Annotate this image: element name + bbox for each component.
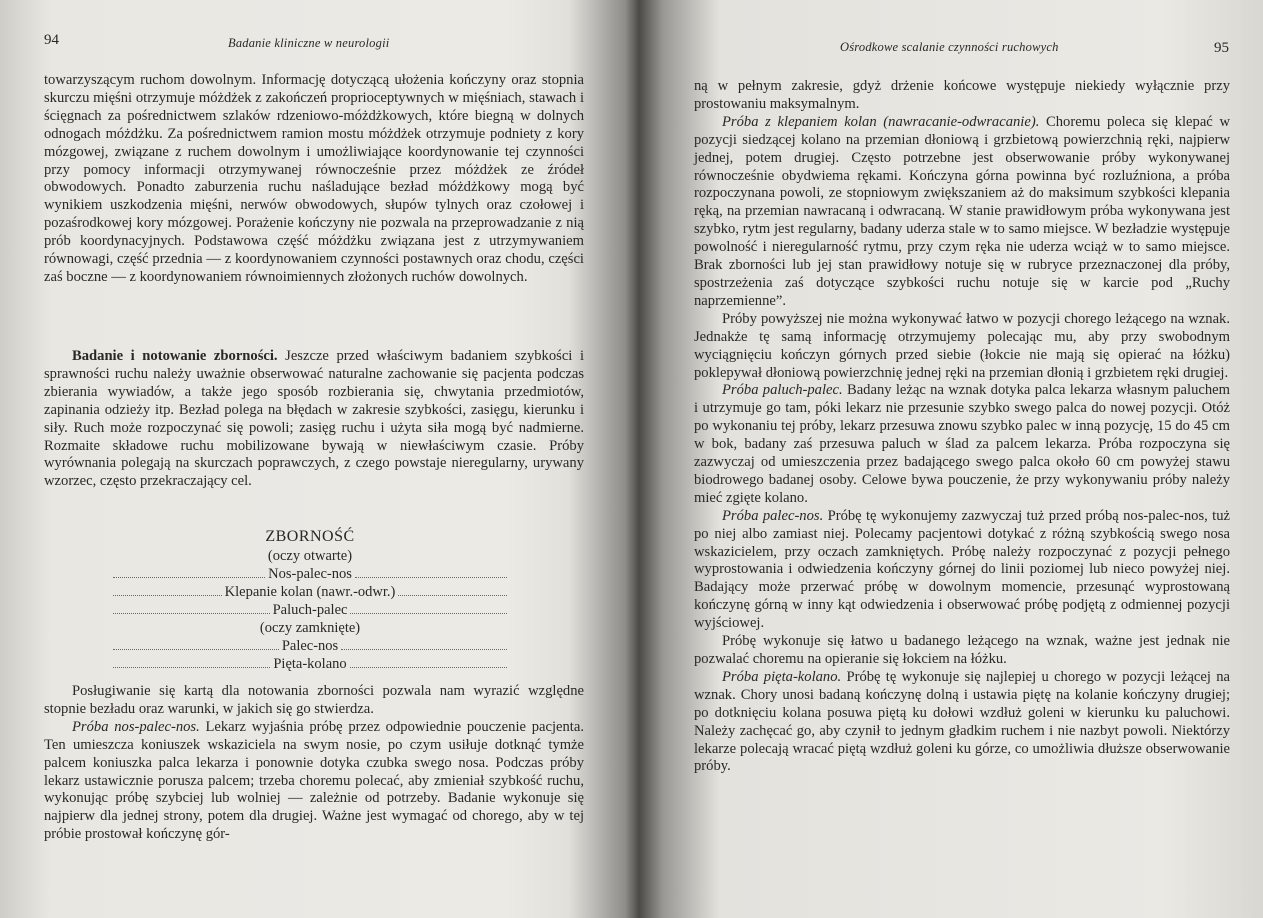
right-para3-text: Próby powyższej nie można wykonywać łatwo w pozycji chorego leżącego na wznak. Jednakże tę samą informację otrzymujemy polecając mu, aby przy swobodnym wyciągnięciu kończyn górnych przed siebie (łokcie nie mają się opierać na łóżku) poklepywał dłoniową powierzchnię jednej ręki na przemian dłonią i grzbietem ręki drugiej. [694,310,1230,381]
right-para6-text: Próbę wykonuje się łatwo u badanego leżącego na wznak, ważne jest jednak nie pozwalać choremu na opieranie się łokciem na łóżku. [694,633,1230,667]
chart-row [110,655,510,673]
right-para7-heading: Próba pięta-kolano. [722,668,842,685]
chart-row [110,565,510,583]
chart-row-label: Nos-palec-nos [268,565,352,582]
right-running-title: Ośrodkowe scalanie czynności ruchowych [840,40,1059,54]
right-para2-text: Choremu poleca się klepać w pozycji siedzącej kolano na przemian dłoniową i grzbietową powierzchnią ręki, najpierw jednej, potem drugiej. Często potrzebne jest obserwowanie próby wykonywanej równocześnie obydwiema rękami. Kończyna górna powinna być rozluźniona, a próba rozpoczynana powoli, ze stopniowym zwiększaniem aż do maksimum szybkości klepania ręką, na przemian nawracaną i odwracaną. W stanie prawidłowym próba wykonywana jest szybko, rytm jest regularny, badany uderza stale w to samo miejsce. W bezładzie występuje powolność i nieregularność rytmu, przy czym ręka nie uderza wciąż w to samo miejsce. Brak zborności lub jej stan prawidłowy notuje się w rubryce przeznaczonej dla próby, spostrzeżenia zaś dotyczące szybkości ruchu notuje się w karcie pod „Ruchy naprzemienne”. [694,113,1230,309]
chart-row-label: Paluch-palec [272,601,348,618]
right-para4-heading: Próba paluch-palec. [722,382,843,399]
chart-row-label: Pięta-kolano [273,655,347,672]
chart-title: ZBORNOŚĆ [265,528,355,545]
right-para5-text: Próbę tę wykonujemy zazwyczaj tuż przed próbą nos-palec-nos, tuż po niej albo zamiast niej. Polecamy pacjentowi dotykać z różną szybkością swego nosa wskazicielem, przy oczach zamkniętych. Próbę należy rozpoczynać z pozycji pełnego wyprostowania i odwiedzenia kończyny górnej do linii poziomej lub nieco powyżej niej. Badający może przerwać próbę w dowolnym momencie, przesunąć wyprostowaną kończynę górną w inny kąt odwiedzenia i obserwować próbę podjętą z odmiennej pozycji wyjściowej. [694,507,1230,632]
right-page [640,0,1263,918]
right-para5-heading: Próba palec-nos. [722,507,824,524]
left-page [0,0,620,918]
chart-sub-eyes-open: (oczy otwarte) [267,548,353,564]
right-para7-text: Próbę tę wykonuje się najlepiej u chorego w pozycji leżącej na wznak. Chory unosi badaną kończynę dolną i ustawia piętę na kolanie kończyny drugiej; po dotknięciu kolana posuwa piętą ku dołowi wzdłuż goleni w kierunku ku paluchowi. Należy zachęcać go, aby czynił to jednym gładkim ruchem i nie nazbyt powoli. Niektórzy lekarze polecają wracać piętą wzdłuż goleni ku górze, co umożliwia dłuższe obserwowanie próby. [694,668,1230,775]
left-paragraph-1 [44,72,584,287]
left-paragraph-2 [44,348,584,491]
chart-sub-eyes-closed: (oczy zamknięte) [259,620,361,636]
left-para2-text: Jeszcze przed właściwym badaniem szybkości i sprawności ruchu należy uważnie obserwować naturalne zachowanie się pacjenta podczas zbierania wywiadów, a także jego sposób rozbierania się, chwytania przedmiotów, zapinania odzieży itp. Bezład polega na błędach w zakresie szybkości, zasięgu, kierunku i siły. Ruch może rozpoczynać się powoli; zasięg ruchu i użyta siła mogą być nadmierne. Rozmaite składowe ruchu mobilizowane bywają w niewłaściwym czasie. Próby wyrównania polegają na skurczach poprawczych, z czego powstaje nieregularny, urywany wzorzec, często przekraczający cel. [44,348,584,490]
left-para4-text: Lekarz wyjaśnia próbę przez odpowiednie pouczenie pacjenta. Ten umieszcza koniuszek wskaziciela na swym nosie, po czym usiłuje dotknąć tymże palcem koniuszka palca lekarza i ponownie dotyka czubka swego nosa. Podczas próby lekarz ustawicznie porusza palcem; trzeba choremu polecać, aby zmieniał szybkość ruchu, wykonując próbę szybciej lub wolniej — zależnie od potrzeby. Badanie wykonuje się najpierw dla jednej strony, potem dla drugiej. Ważne jest wymagać od chorego, aby w tej próbie prostował kończynę gór- [44,718,584,843]
right-para4-text: Badany leżąc na wznak dotyka palca lekarza własnym paluchem i utrzymuje go tam, póki lekarz nie przesunie szybko swego palca do nowej pozycji. Otóż po wykonaniu tej próby, lekarz przesuwa znowu szybko palec w inną pozycję, 15 do 45 cm w bok, badany zaś przesuwa paluch w ślad za palcem lekarza. Próba rozpoczyna się zazwyczaj od umieszczenia przez badającego swego palca około 60 cm powyżej stawu biodrowego badanej osoby. Celowe bywa pouczenie, że przy wykonywaniu próby należy mieć zgięte kolano. [694,382,1230,506]
chart-row [110,601,510,619]
left-page-number: 94 [44,32,59,48]
chart-row-label: Klepanie kolan (nawr.-odwr.) [224,583,396,600]
coordination-chart [110,528,510,673]
chart-row-label: Palec-nos [281,637,339,654]
right-page-number: 95 [1214,40,1229,56]
right-body [694,78,1230,776]
left-para3-text: Posługiwanie się kartą dla notowania zborności pozwala nam wyrazić względne stopnie bezładu oraz warunki, w jakich się go stwierdza. [44,683,584,717]
left-paragraph-3 [44,683,584,844]
right-para2-heading: Próba z klepaniem kolan (nawracanie-odwracanie). [722,113,1040,130]
chart-row [110,637,510,655]
chart-row [110,583,510,601]
left-para1-text: towarzyszącym ruchom dowolnym. Informację dotyczącą ułożenia kończyny oraz stopnia skurczu mięśni otrzymuje móżdżek z zakończeń proprioceptywnych w mięśniach, stawach i ścięgnach za pośrednictwem szlaków rdzeniowo-móżdżkowych, które biegną w dolnych odnogach móżdżku. Za pośrednictwem ramion mostu móżdżek otrzymuje podniety z kory mózgowej, związane z ruchem dowolnym i umożliwiające koordynowanie tej czynności przy pomocy informacji otrzymywanej równocześnie przez móżdżek ze źródeł obwodowych. Ponadto zaburzenia ruchu naśladujące bezład móżdżkowy mogą być wynikiem uszkodzenia mięśni, nerwów obwodowych, słupów tylnych oraz czołowej i pozaśrodkowej kory mózgowej. Porażenie kończyny nie pozwala na przeprowadzanie z nią prób koordynacyjnych. Podstawowa część móżdżku związana jest z utrzymywaniem równowagi, część przednia — z koordynowaniem czynności postawnych oraz chodu, części zaś boczne — z koordynowaniem równoimiennych złożonych ruchów dowolnych. [44,72,584,285]
left-para2-heading: Badanie i notowanie zborności. [72,348,278,364]
right-para1-text: ną w pełnym zakresie, gdyż drżenie końcowe występuje niekiedy wyłącznie przy prostowaniu maksymalnym. [694,78,1230,112]
left-para4-heading: Próba nos-palec-nos. [72,718,200,735]
left-running-title: Badanie kliniczne w neurologii [228,36,390,50]
